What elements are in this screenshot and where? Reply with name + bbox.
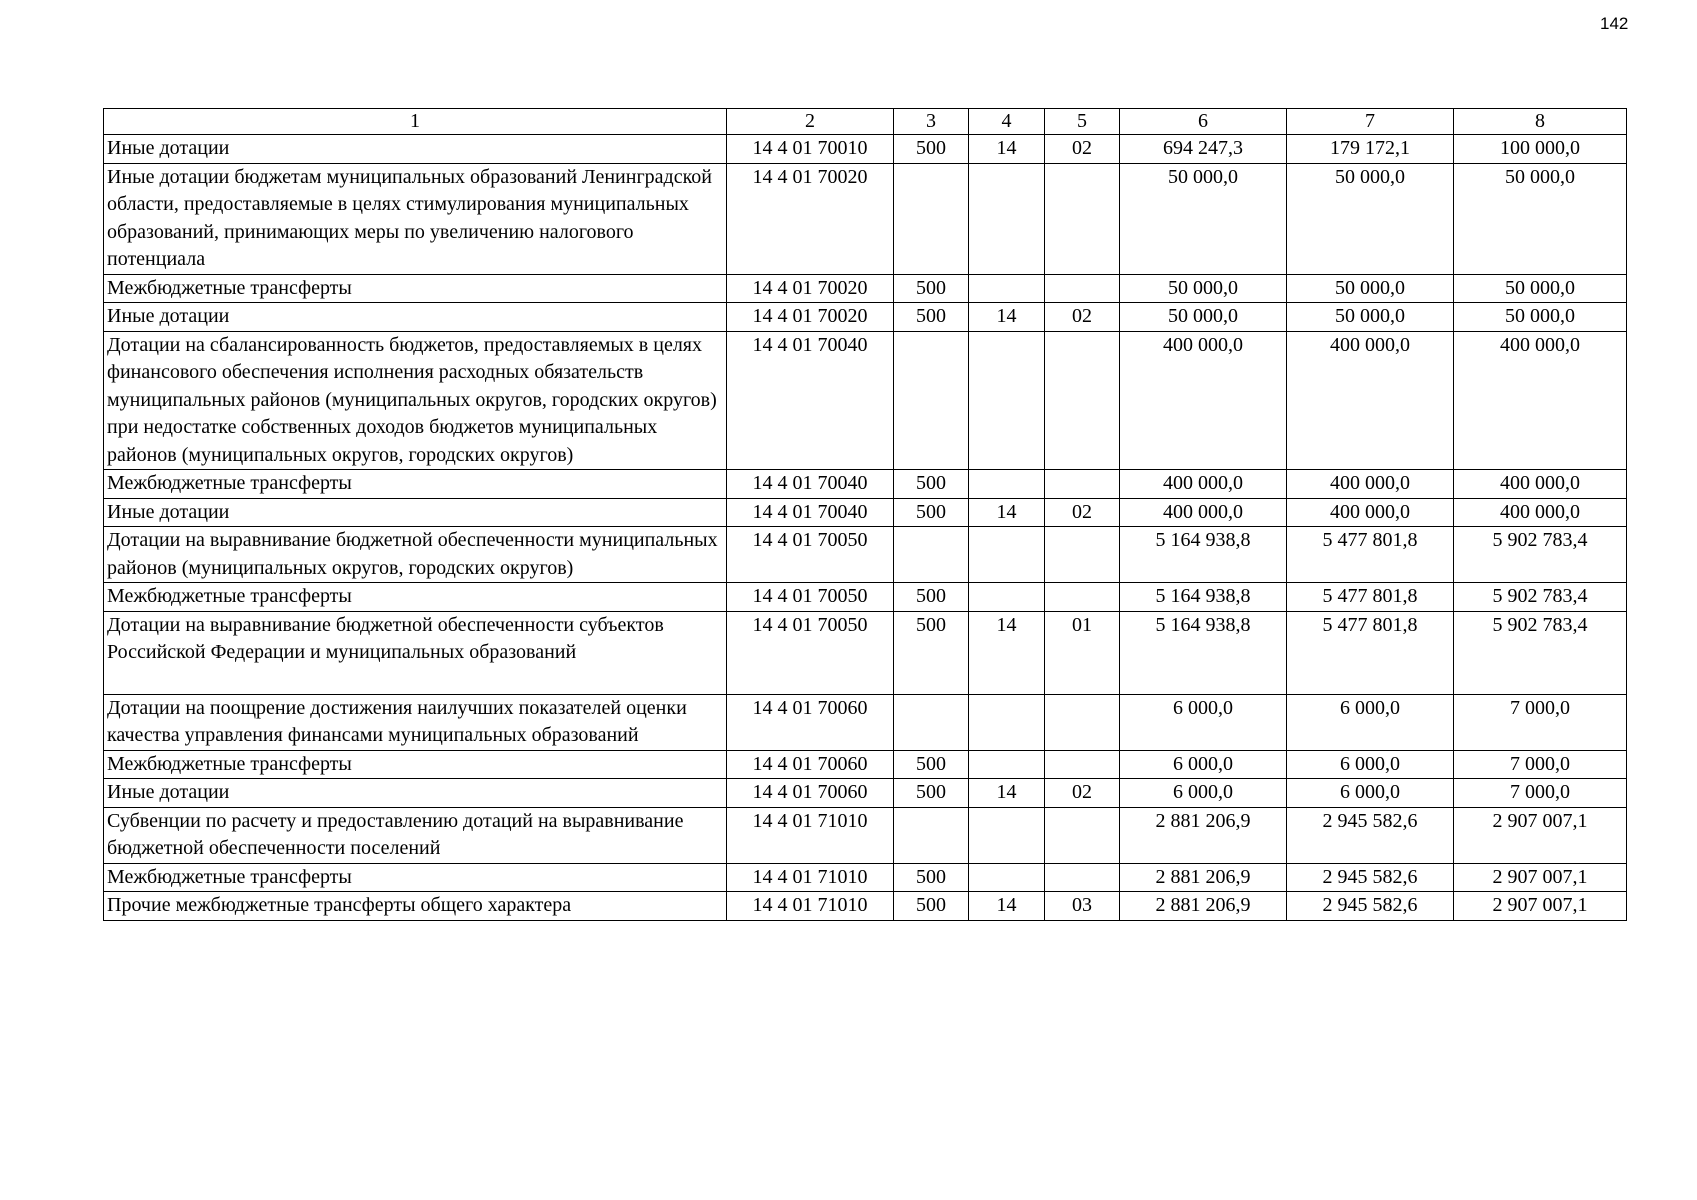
section-cell [969, 694, 1045, 750]
header-cell: 8 [1454, 109, 1627, 135]
amount-col8-cell: 2 907 007,1 [1454, 892, 1627, 921]
amount-col8-cell: 5 902 783,4 [1454, 527, 1627, 583]
subsection-cell [1045, 807, 1120, 863]
expense-type-cell: 500 [894, 274, 969, 303]
amount-col7-cell: 6 000,0 [1287, 779, 1454, 808]
item-name-cell: Иные дотации [104, 779, 727, 808]
amount-col8-cell: 400 000,0 [1454, 331, 1627, 470]
target-code-cell: 14 4 01 71010 [727, 892, 894, 921]
amount-col7-cell: 50 000,0 [1287, 163, 1454, 274]
section-cell [969, 583, 1045, 612]
expense-type-cell: 500 [894, 863, 969, 892]
table-row [104, 611, 1627, 694]
header-cell: 1 [104, 109, 727, 135]
amount-col8-cell: 100 000,0 [1454, 135, 1627, 164]
amount-col6-cell: 50 000,0 [1120, 163, 1287, 274]
amount-col8-cell: 2 907 007,1 [1454, 807, 1627, 863]
target-code-cell: 14 4 01 70010 [727, 135, 894, 164]
amount-col7-cell: 2 945 582,6 [1287, 807, 1454, 863]
amount-col8-cell: 7 000,0 [1454, 779, 1627, 808]
expense-type-cell: 500 [894, 892, 969, 921]
target-code-cell: 14 4 01 71010 [727, 863, 894, 892]
item-name-cell: Иные дотации [104, 303, 727, 332]
header-row [104, 109, 1627, 135]
amount-col6-cell: 400 000,0 [1120, 470, 1287, 499]
target-code-cell: 14 4 01 70060 [727, 750, 894, 779]
amount-col8-cell: 7 000,0 [1454, 750, 1627, 779]
expense-type-cell [894, 331, 969, 470]
amount-col6-cell: 50 000,0 [1120, 274, 1287, 303]
section-cell [969, 470, 1045, 499]
target-code-cell: 14 4 01 71010 [727, 807, 894, 863]
subsection-cell: 02 [1045, 135, 1120, 164]
section-cell: 14 [969, 135, 1045, 164]
target-code-cell: 14 4 01 70060 [727, 694, 894, 750]
header-cell: 3 [894, 109, 969, 135]
item-name-cell: Субвенции по расчету и предоставлению дотаций на выравнивание бюджетной обеспеченности поселений [104, 807, 727, 863]
table-row [104, 527, 1627, 583]
subsection-cell [1045, 694, 1120, 750]
amount-col7-cell: 179 172,1 [1287, 135, 1454, 164]
section-cell [969, 527, 1045, 583]
subsection-cell [1045, 750, 1120, 779]
table-row [104, 163, 1627, 274]
section-cell: 14 [969, 498, 1045, 527]
subsection-cell [1045, 527, 1120, 583]
item-name-cell: Иные дотации бюджетам муниципальных образований Ленинградской области, предоставляемые в целях стимулирования муниципальных образований, принимающих меры по увеличению налогового потенциала [104, 163, 727, 274]
amount-col6-cell: 694 247,3 [1120, 135, 1287, 164]
amount-col7-cell: 6 000,0 [1287, 750, 1454, 779]
subsection-cell: 01 [1045, 611, 1120, 694]
page-number: 142 [1600, 14, 1629, 33]
target-code-cell: 14 4 01 70060 [727, 779, 894, 808]
amount-col8-cell: 400 000,0 [1454, 498, 1627, 527]
amount-col6-cell: 50 000,0 [1120, 303, 1287, 332]
table-row [104, 498, 1627, 527]
amount-col7-cell: 5 477 801,8 [1287, 527, 1454, 583]
section-cell [969, 807, 1045, 863]
item-name-cell: Межбюджетные трансферты [104, 863, 727, 892]
subsection-cell [1045, 163, 1120, 274]
amount-col6-cell: 6 000,0 [1120, 779, 1287, 808]
item-name-cell: Межбюджетные трансферты [104, 583, 727, 612]
target-code-cell: 14 4 01 70040 [727, 470, 894, 499]
amount-col8-cell: 50 000,0 [1454, 274, 1627, 303]
amount-col6-cell: 5 164 938,8 [1120, 611, 1287, 694]
amount-col6-cell: 2 881 206,9 [1120, 892, 1287, 921]
subsection-cell [1045, 331, 1120, 470]
item-name-cell: Дотации на поощрение достижения наилучших показателей оценки качества управления финансами муниципальных образований [104, 694, 727, 750]
item-name-cell: Дотации на выравнивание бюджетной обеспеченности субъектов Российской Федерации и муниципальных образований [104, 611, 727, 694]
section-cell [969, 750, 1045, 779]
amount-col7-cell: 50 000,0 [1287, 274, 1454, 303]
amount-col7-cell: 2 945 582,6 [1287, 892, 1454, 921]
header-cell: 7 [1287, 109, 1454, 135]
amount-col7-cell: 400 000,0 [1287, 498, 1454, 527]
amount-col6-cell: 400 000,0 [1120, 498, 1287, 527]
header-cell: 2 [727, 109, 894, 135]
section-cell [969, 331, 1045, 470]
target-code-cell: 14 4 01 70050 [727, 583, 894, 612]
expense-type-cell: 500 [894, 779, 969, 808]
header-cell: 4 [969, 109, 1045, 135]
amount-col8-cell: 5 902 783,4 [1454, 611, 1627, 694]
amount-col8-cell: 50 000,0 [1454, 303, 1627, 332]
subsection-cell [1045, 470, 1120, 499]
item-name-cell: Межбюджетные трансферты [104, 274, 727, 303]
subsection-cell: 02 [1045, 779, 1120, 808]
table-row [104, 303, 1627, 332]
amount-col6-cell: 5 164 938,8 [1120, 583, 1287, 612]
expense-type-cell: 500 [894, 583, 969, 612]
table-row [104, 135, 1627, 164]
expense-type-cell: 500 [894, 303, 969, 332]
table-row [104, 892, 1627, 921]
amount-col6-cell: 400 000,0 [1120, 331, 1287, 470]
expense-type-cell: 500 [894, 470, 969, 499]
table-row [104, 779, 1627, 808]
target-code-cell: 14 4 01 70050 [727, 611, 894, 694]
section-cell: 14 [969, 611, 1045, 694]
expense-type-cell: 500 [894, 750, 969, 779]
section-cell [969, 863, 1045, 892]
target-code-cell: 14 4 01 70040 [727, 498, 894, 527]
amount-col7-cell: 50 000,0 [1287, 303, 1454, 332]
target-code-cell: 14 4 01 70020 [727, 303, 894, 332]
section-cell [969, 163, 1045, 274]
expense-type-cell: 500 [894, 498, 969, 527]
item-name-cell: Дотации на выравнивание бюджетной обеспеченности муниципальных районов (муниципальных округов, городских округов) [104, 527, 727, 583]
expense-type-cell [894, 807, 969, 863]
subsection-cell: 02 [1045, 303, 1120, 332]
table-row [104, 807, 1627, 863]
amount-col8-cell: 400 000,0 [1454, 470, 1627, 499]
amount-col8-cell: 2 907 007,1 [1454, 863, 1627, 892]
table-row [104, 274, 1627, 303]
amount-col6-cell: 6 000,0 [1120, 694, 1287, 750]
expense-type-cell: 500 [894, 611, 969, 694]
section-cell: 14 [969, 779, 1045, 808]
table-row [104, 694, 1627, 750]
subsection-cell [1045, 583, 1120, 612]
amount-col7-cell: 6 000,0 [1287, 694, 1454, 750]
target-code-cell: 14 4 01 70020 [727, 274, 894, 303]
item-name-cell: Дотации на сбалансированность бюджетов, предоставляемых в целях финансового обеспечения исполнения расходных обязательств муниципальных районов (муниципальных округов, городских округов) при недостатке собственных доходов бюджетов муниципальных районов (муниципальных округов, городских округов) [104, 331, 727, 470]
amount-col8-cell: 7 000,0 [1454, 694, 1627, 750]
table-row [104, 583, 1627, 612]
expense-type-cell [894, 163, 969, 274]
target-code-cell: 14 4 01 70040 [727, 331, 894, 470]
amount-col8-cell: 5 902 783,4 [1454, 583, 1627, 612]
item-name-cell: Иные дотации [104, 135, 727, 164]
table-row [104, 750, 1627, 779]
amount-col8-cell: 50 000,0 [1454, 163, 1627, 274]
amount-col6-cell: 5 164 938,8 [1120, 527, 1287, 583]
header-cell: 5 [1045, 109, 1120, 135]
amount-col7-cell: 2 945 582,6 [1287, 863, 1454, 892]
amount-col6-cell: 6 000,0 [1120, 750, 1287, 779]
item-name-cell: Межбюджетные трансферты [104, 470, 727, 499]
amount-col6-cell: 2 881 206,9 [1120, 863, 1287, 892]
header-cell: 6 [1120, 109, 1287, 135]
expense-type-cell [894, 694, 969, 750]
amount-col6-cell: 2 881 206,9 [1120, 807, 1287, 863]
table-row [104, 470, 1627, 499]
subsection-cell [1045, 863, 1120, 892]
item-name-cell: Прочие межбюджетные трансферты общего характера [104, 892, 727, 921]
section-cell [969, 274, 1045, 303]
amount-col7-cell: 400 000,0 [1287, 331, 1454, 470]
section-cell: 14 [969, 303, 1045, 332]
target-code-cell: 14 4 01 70020 [727, 163, 894, 274]
budget-table [103, 108, 1627, 921]
amount-col7-cell: 5 477 801,8 [1287, 611, 1454, 694]
item-name-cell: Иные дотации [104, 498, 727, 527]
subsection-cell: 03 [1045, 892, 1120, 921]
subsection-cell [1045, 274, 1120, 303]
section-cell: 14 [969, 892, 1045, 921]
item-name-cell: Межбюджетные трансферты [104, 750, 727, 779]
expense-type-cell [894, 527, 969, 583]
amount-col7-cell: 5 477 801,8 [1287, 583, 1454, 612]
table-row [104, 863, 1627, 892]
target-code-cell: 14 4 01 70050 [727, 527, 894, 583]
subsection-cell: 02 [1045, 498, 1120, 527]
expense-type-cell: 500 [894, 135, 969, 164]
amount-col7-cell: 400 000,0 [1287, 470, 1454, 499]
table-row [104, 331, 1627, 470]
